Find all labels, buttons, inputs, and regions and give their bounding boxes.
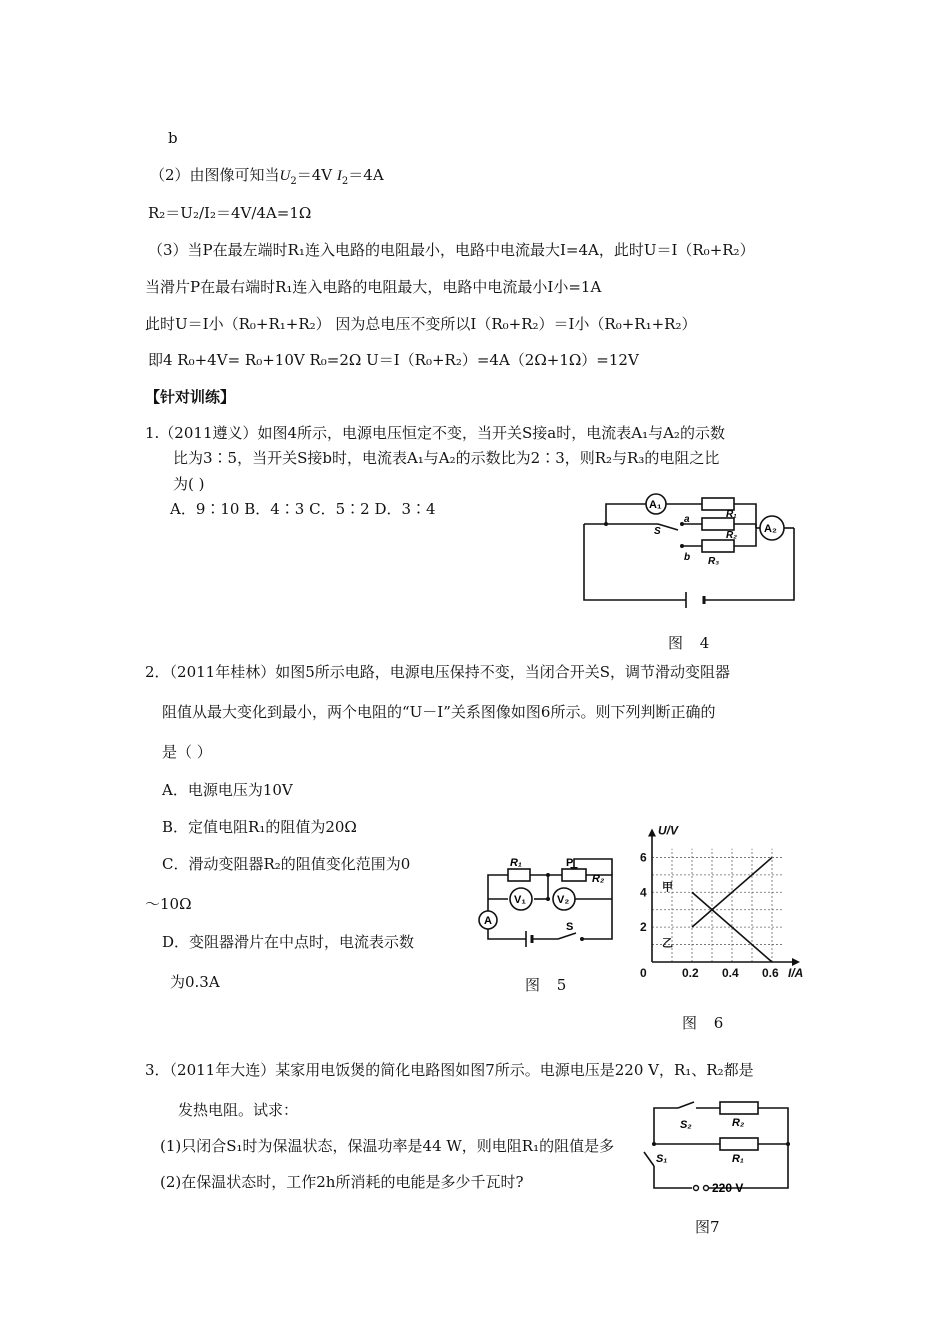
q3-line2: 发热电阻。试求： [178, 1101, 299, 1119]
fig5-s-label: S [566, 921, 574, 933]
fig4-b-label: b [684, 552, 691, 563]
q1-options: A．9∶10 B．4∶3 C．5∶2 D．3∶4 [170, 500, 436, 518]
figure-5-caption: 图 5 [525, 976, 573, 994]
fig4-r1-label: R₁ [726, 509, 737, 520]
figure-7-caption: 图7 [695, 1218, 720, 1236]
fig4-s-label: S [654, 526, 661, 537]
series-label-yi: 乙 [662, 937, 673, 950]
q1-line1: 1.（2011遵义）如图4所示，电源电压恒定不变，当开关S接a时，电流表A₁与A₂的示数 [145, 424, 725, 442]
fig7-r1-label: R₁ [732, 1153, 744, 1165]
fig4-a1-label: A₁ [649, 499, 662, 511]
fig7-r2-label: R₂ [732, 1117, 745, 1129]
q2-option-c-line1: C．滑动变阻器R₂的阻值变化范围为0 [162, 855, 411, 873]
y-tick-label: 2 [640, 920, 647, 935]
q2-line3: 是（ ） [162, 743, 212, 761]
q2-line1: 2．（2011年桂林）如图5所示电路，电源电压保持不变，当闭合开关S，调节滑动变阻器 [145, 663, 731, 681]
figure-6-caption: 图 6 [682, 1014, 730, 1032]
x-tick-label: 0.6 [762, 966, 779, 980]
q2-line2: 阻值从最大变化到最小，两个电阻的“U－I”关系图像如图6所示。则下列判断正确的 [162, 703, 716, 721]
fig7-s2-label: S₂ [680, 1119, 692, 1131]
solution-slide-right: 当滑片P在最右端时R₁连入电路的电阻最大，电路中电流最小I小=1A [145, 278, 602, 296]
origin-label: 0 [640, 966, 647, 980]
figure-4-caption: 图 4 [668, 634, 716, 652]
solution-final-line: 即4 R₀+4V= R₀+10V R₀=2Ω U＝I（R₀+R₂）=4A（2Ω+1Ω）=12V [148, 351, 639, 369]
fig5-r2-label: R₂ [592, 873, 605, 885]
series-label-jia: 甲 [662, 881, 673, 894]
fig5-r1-label: R₁ [510, 857, 522, 869]
fig4-r2-label: R₂ [726, 530, 738, 541]
x-tick-label: 0.4 [722, 966, 739, 980]
q3-line1: 3．（2011年大连）某家用电饭煲的简化电路图如图7所示。电源电压是220 V，R₁、R₂都是 [145, 1061, 754, 1079]
figure-7-circuit [640, 1100, 796, 1196]
fig5-v2-label: V₂ [557, 894, 570, 906]
fig5-p-label: P [566, 857, 574, 869]
fig4-a2-label: A₂ [764, 523, 777, 535]
q2-option-d-line1: D．变阻器滑片在中点时，电流表示数 [162, 933, 415, 951]
solution-then-line: 此时U＝I小（R₀+R₁+R₂） 因为总电压不变所以I（R₀+R₂）＝I小（R₀+R₁+R₂） [145, 315, 697, 333]
y-axis-arrow [648, 829, 656, 837]
x-axis-arrow [792, 958, 800, 966]
figure-5-circuit [472, 855, 622, 945]
q2-option-d-line2: 为0.3A [170, 973, 220, 991]
solution-step2: （2）由图像可知当$U_2=4V$ $I_2=4A$ [150, 166, 384, 187]
fig5-a-label: A [484, 915, 492, 927]
fig4-a-label: a [684, 514, 690, 525]
fig7-voltage-label: 220 V [712, 1181, 744, 1195]
figure-4-circuit [578, 488, 800, 606]
solution-step3: （3）当P在最左端时R₁连入电路的电阻最小，电路中电流最大I=4A，此时U＝I（R₀+R₂） [148, 241, 755, 259]
fig5-v1-label: V₁ [514, 894, 526, 906]
solution-b-line: b [168, 129, 178, 147]
q2-option-b: B．定值电阻R₁的阻值为20Ω [162, 818, 357, 836]
x-tick-label: 0.2 [682, 966, 699, 980]
q1-line2: 比为3∶5，当开关S接b时，电流表A₁与A₂的示数比为2∶3，则R₂与R₃的电阻之比 [173, 449, 720, 467]
y-axis-label: U/V [658, 823, 679, 838]
q3-question1: (1)只闭合S₁时为保温状态，保温功率是44 W，则电阻R₁的阻值是多 [160, 1137, 615, 1155]
fig4-r3-label: R₃ [708, 556, 720, 567]
section-title: 【针对训练】 [145, 388, 236, 406]
figure-6-chart [630, 822, 810, 984]
q2-option-c-line2: ～10Ω [145, 895, 192, 913]
solution-r2-line: R₂＝U₂/I₂＝4V/4A=1Ω [148, 204, 312, 222]
q2-option-a: A．电源电压为10V [162, 781, 293, 799]
y-tick-label: 6 [640, 850, 647, 865]
y-tick-label: 4 [640, 885, 647, 900]
x-axis-label: I/A [788, 966, 804, 980]
fig7-s1-label: S₁ [656, 1153, 668, 1165]
q3-question2: (2)在保温状态时，工作2h所消耗的电能是多少千瓦时? [160, 1173, 524, 1191]
q1-line3: 为( ) [173, 475, 205, 493]
